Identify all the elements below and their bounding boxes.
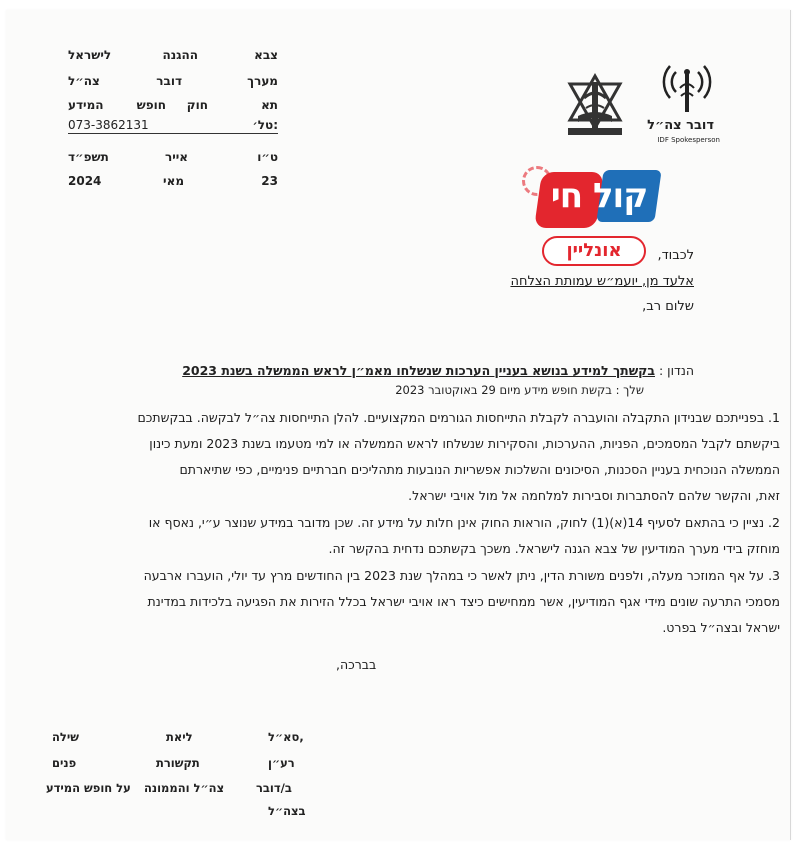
sig-foi: על חופש המידע (46, 781, 131, 795)
hebrew-date: ט״ו אייר תשפ״ד (68, 150, 278, 164)
sig-role: רע״ן (268, 756, 295, 770)
online-label: אונליין (566, 240, 622, 261)
sig-rank: סא״ל, (268, 730, 304, 744)
header-row-1: צבא ההגנה לישראל (68, 48, 278, 62)
to-label: לכבוד, (657, 248, 694, 263)
header-row-3: תא חוק חופש המידע (68, 98, 278, 112)
sig-internal: פנים (52, 756, 77, 770)
idf-emblem-icon (558, 68, 632, 146)
subject-line (134, 362, 694, 380)
closing: בברכה, (336, 657, 377, 672)
sig-commissioner: צה״ל והממונה (144, 781, 225, 795)
sig-title: ב/דובר (256, 781, 292, 795)
radio-antenna-icon (652, 54, 722, 116)
spokesperson-en-label: IDF Spokesperson (657, 136, 720, 144)
spokesperson-he-label: דובר צה״ל (647, 118, 714, 133)
sig-unit: בצה״ל (268, 804, 306, 818)
gregorian-date: 23 מאי 2024 (68, 174, 278, 188)
subject-text: בקשתך למידע בנושא בעניין הערכות שנשלחו מאמ״ן לראש הממשלה בשנת 2023 (182, 363, 656, 378)
addressee-name: אלעד מן, יועמ״ש עמותת הצלחה (510, 274, 694, 289)
paragraph-1: 1. בפנייתכם שבנידון התקבלה והועברה לקבלת התייחסות הגורמים המקצועיים. להלן התייחסות צה״ל לבקשה. בבקשתכם ביקשתם לקבל המסמכים, הפניות, ההערכות, והסקירות שנשלחו לראש הממשלה או למי מטעמו בשנת 2023 ומעת כינון הממשלה הנוכחית בעניין הסכנות, הסיכונים והשלכות אפשריות הנובעות מתהליכים חברתיים פנימיים, כפי שתיארתם זאת, והקשר שלהם להסתברות וסבירות למלחמה אל מול אויבי ישראל. (137, 410, 780, 503)
phone-number: 073-3862131 (68, 118, 149, 132)
idf-emblem-logo (558, 68, 632, 146)
letter-page (6, 10, 791, 840)
greeting: שלום רב, (642, 299, 694, 314)
phone-label: טל׳: (252, 118, 278, 132)
subject-label: הנדון : (659, 363, 694, 378)
paragraph-3: 3. על אף המוזכר מעלה, ולפנים משורת הדין, ניתן לאשר כי במהלך שנת 2023 בין החודשים מרץ עד יולי, הועברו ארבעה מסמכי התרעה שונים מידי אגף המודיעין, אשר ממחישים כיצד ראו אויבי ישראל בכלל הזירות את הפגיעה בלכידות במדינת ישראל ובצה״ל בפרט. (143, 568, 780, 635)
paragraph-2: 2. נציין כי בהתאם לסעיף 14(א)(1) לחוק, הוראות החוק אינן חלות על מידע זה. שכן מדובר במידע שנוצר ע״י, נאסף או מוחזק בידי מערך המודיעין של צבא הגנה לישראל. משכך בקשתכם נדחית בהקשר זה. (148, 515, 780, 556)
kol-hai-wordmark: קול חי (550, 176, 648, 216)
phone-line (68, 118, 278, 134)
header-row-2: מערך דובר צה״ל (68, 74, 278, 88)
spokesperson-logo (647, 54, 722, 154)
sig-communication: תקשורת (156, 756, 200, 770)
sig-first-name: ליאת (166, 730, 193, 744)
online-badge (542, 236, 646, 266)
kol-hai-logo (516, 158, 666, 238)
sig-last-name: שילה (52, 730, 79, 744)
subject-reference: שלך : בקשת חופש מידע מיום 29 באוקטובר 2023 (395, 383, 644, 397)
